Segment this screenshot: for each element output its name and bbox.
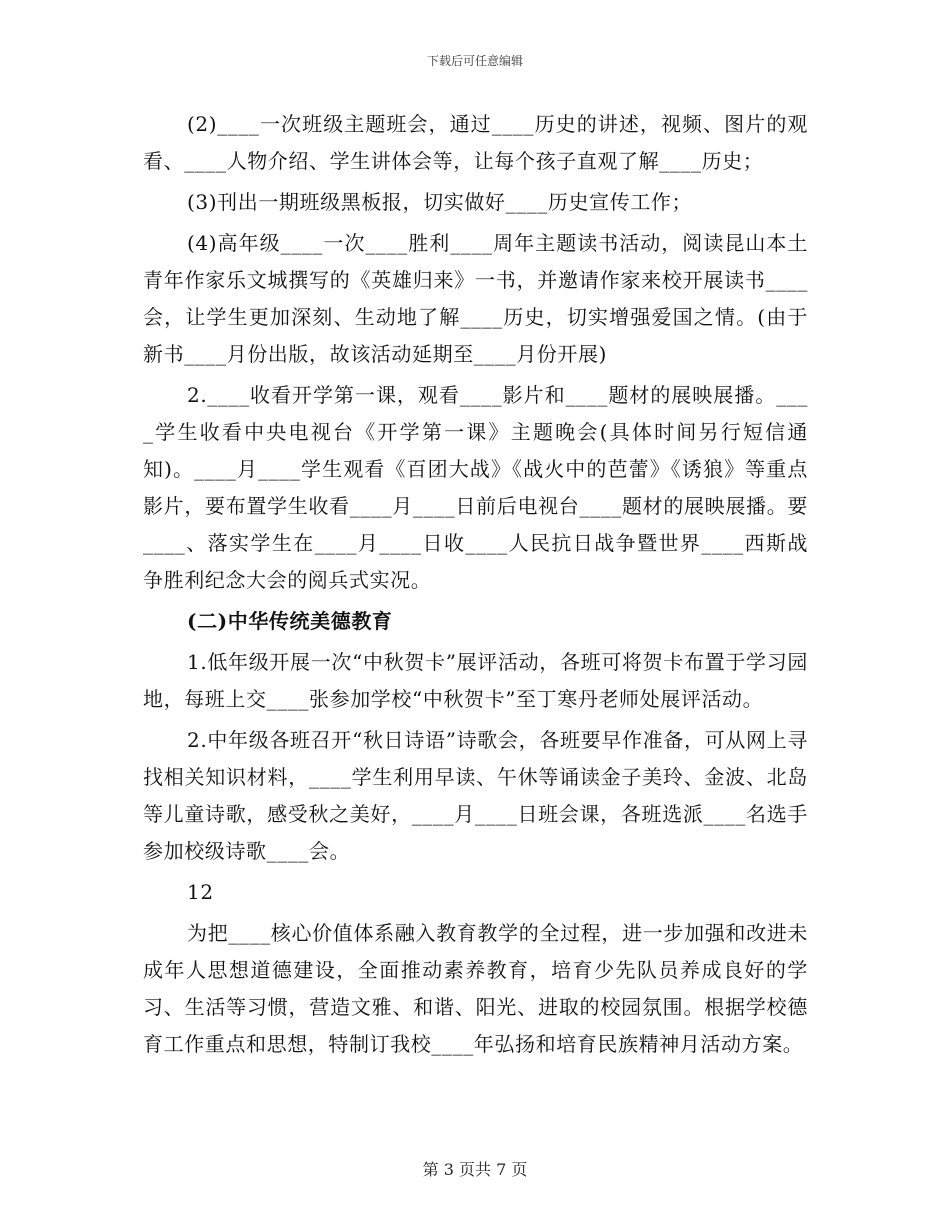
page-header: 下载后可任意编辑 <box>426 54 523 68</box>
paragraph-number: 12 <box>187 880 214 904</box>
document-body <box>143 106 808 1063</box>
page-footer: 第 3 页共 7 页 <box>422 1160 528 1179</box>
paragraph-blackboard: (3)刊出一期班级黑板报，切实做好____历史宣传工作； <box>187 190 693 214</box>
paragraph-plan-intro: 为把____核心价值体系融入教育教学的全过程，进一步加强和改进未成年人思想道德建设，全面推动素养教育，培育少先队员养成良好的学习、生活等习惯，营造文雅、和谐、阳光、进取的校园氛围。根据学校德育工作重点和思想，特制订我校____年弘扬和培育民族精神月活动方案。 <box>143 921 808 1056</box>
paragraph-class-meeting: (2)____一次班级主题班会，通过____历史的讲述，视频、图片的观看、____人物介绍、学生讲体会等，让每个孩子直观了解____历史； <box>143 112 808 173</box>
paragraph-first-lesson: 2.____收看开学第一课，观看____影片和____题材的展映展播。____学生收看中央电视台《开学第一课》主题晚会(具体时间另行短信通知)。____月____学生观看《百团大战》《战火中的芭蕾》《诱狼》等重点影片，要布置学生收看____月____日前后电视台____题材的展映展播。要____、落实学生在____月____日收____人民抗日战争暨世界____西斯战争胜利纪念大会的阅兵式实况。 <box>143 383 808 592</box>
paragraph-mid-autumn-card: 1.低年级开展一次“中秋贺卡”展评活动，各班可将贺卡布置于学习园地，每班上交____张参加学校“中秋贺卡”至丁寒丹老师处展评活动。 <box>143 650 808 711</box>
paragraph-reading-activity: (4)高年级____一次____胜利____周年主题读书活动，阅读昆山本土青年作家乐文城撰写的《英雄归来》一书，并邀请作家来校开展读书____会，让学生更加深刻、生动地了解____历史，切实增强爱国之情。(由于新书____月份出版，故该活动延期至____月份开展) <box>143 231 808 366</box>
paragraph-autumn-poetry: 2.中年级各班召开“秋日诗语”诗歌会，各班要早作准备，可从网上寻找相关知识材料，____学生利用早读、午休等诵读金子美玲、金波、北岛等儿童诗歌，感受秋之美好，____月____日班会课，各班选派____名选手参加校级诗歌____会。 <box>143 728 808 863</box>
section-heading-traditional-virtue: (二)中华传统美德教育 <box>187 609 393 633</box>
